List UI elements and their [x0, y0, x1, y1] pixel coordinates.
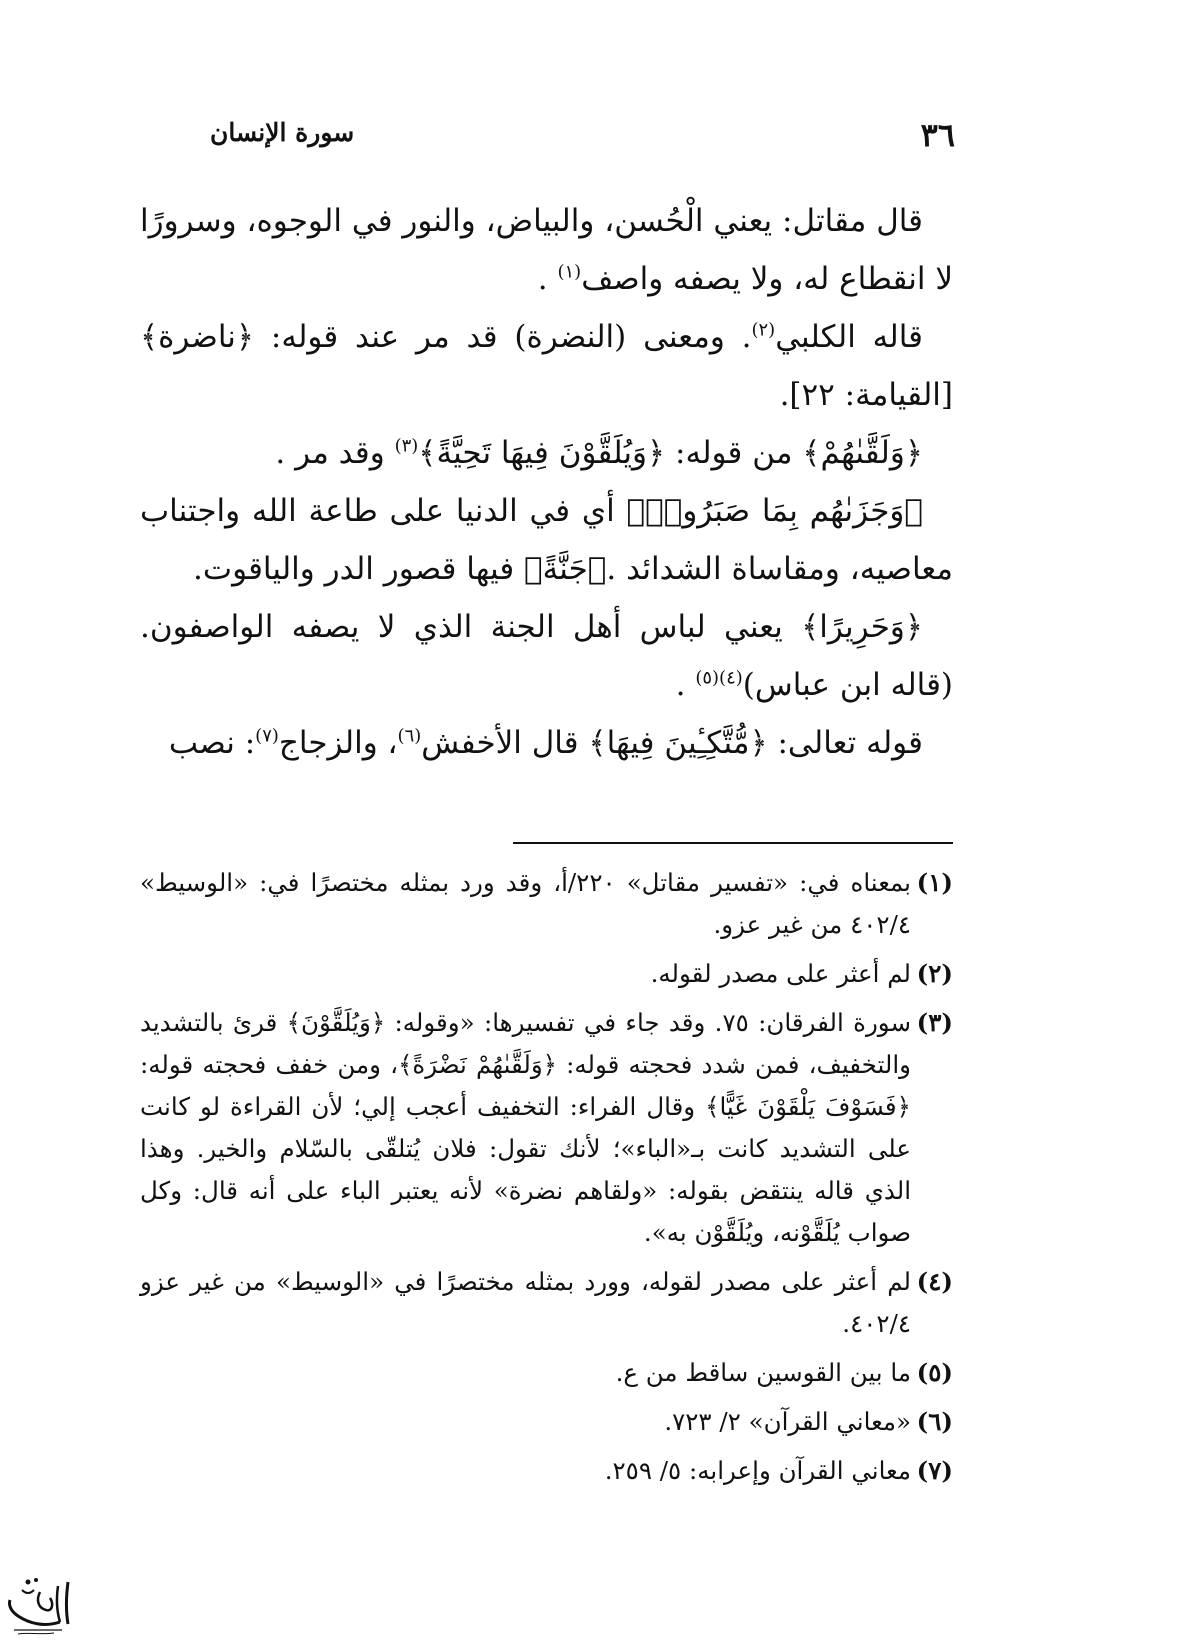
- p4-text-a: ﴿وَجَزَىٰهُم بِمَا صَبَرُوا۟﴾ أي في الدنيا على طاعة الله واجتناب معاصيه،: [140, 493, 953, 587]
- footnote-ref-6: (٦): [397, 725, 422, 747]
- page-header: [210, 110, 955, 160]
- footnote-ref-7: (٧): [255, 725, 279, 747]
- footnote-ref-4-5: (٤)(٥): [695, 667, 743, 689]
- main-text: [140, 192, 953, 772]
- p2-text-b: . ومعنى (النضرة) قد مر عند قوله: ﴿ناضرة﴾: [140, 319, 752, 355]
- footnote-1: [140, 862, 953, 946]
- footnote-3: [140, 1002, 953, 1254]
- footnote-text: سورة الفرقان: ٧٥. وقد جاء في تفسيرها: «وقوله: ﴿وَيُلَقَّوْنَ﴾ قرئ بالتشديد والتخفيف، فمن شدد فحجته قوله: ﴿وَلَقَّىٰهُمْ نَضْرَةً﴾، ومن خفف فحجته قوله: ﴿فَسَوْفَ يَلْقَوْنَ غَيًّا﴾ وقال الفراء: التخفيف أعجب إلي؛ لأن القراءة لو كانت على التشديد كانت بـ«الباء»؛ لأنك تقول: فلان يُتلقّى بالسّلام والخير. وهذا الذي قاله ينتقض بقوله: «ولقاهم نضرة» لأنه يعتبر الباء على أنه قال: وكل صواب يُلَقَّوْنه، ويُلَقَّوْن به».: [140, 1008, 911, 1247]
- footnote-5: [140, 1352, 953, 1394]
- footnote-text: لم أعثر على مصدر لقوله، وورد بمثله مختصرًا في «الوسيط» من غير عزو ٤٠٢/٤.: [140, 1267, 911, 1338]
- p5-text-b: عباس): [742, 667, 831, 703]
- footnote-2: [140, 953, 953, 995]
- page-number: ٣٦: [920, 116, 955, 154]
- footnote-number: (٣): [916, 1008, 953, 1037]
- footnote-text: ما بين القوسين ساقط من ع.: [615, 1358, 911, 1387]
- paragraph-1: [140, 192, 953, 308]
- paragraph-5: [140, 598, 953, 714]
- footnote-text: معاني القرآن وإعرابه: ٥/ ٢٥٩.: [604, 1456, 911, 1485]
- footnote-4: [140, 1261, 953, 1345]
- p1-end: .: [537, 261, 558, 297]
- p6-text-b: ، والزجاج: [278, 725, 398, 761]
- footnote-number: (٢): [916, 959, 953, 988]
- p2-citation: [القيامة: ٢٢].: [779, 377, 953, 413]
- paragraph-6: [140, 714, 953, 772]
- p3-text-b: وقد مر .: [275, 435, 395, 471]
- footnote-divider: [513, 842, 953, 844]
- paragraph-3: [140, 424, 953, 482]
- footnote-text: لم أعثر على مصدر لقوله.: [650, 959, 911, 988]
- p6-text-a: قوله تعالى: ﴿مُّتَّكِـِٔينَ فِيهَا﴾ قال الأخفش: [421, 725, 923, 761]
- p3-text-a: ﴿وَلَقَّىٰهُمْ﴾ من قوله: ﴿وَيُلَقَّوْنَ فِيهَا تَحِيَّةً﴾: [418, 435, 923, 471]
- p1-line2: انقطاع له، ولا يصفه واصف: [581, 261, 926, 297]
- p5-end: .: [675, 667, 696, 703]
- footnote-text: بمعناه في: «تفسير مقاتل» ٢٢٠/أ، وقد ورد بمثله مختصرًا في: «الوسيط» ٤٠٢/٤ من غير عزو.: [140, 868, 911, 939]
- footnote-ref-1: (١): [557, 261, 582, 283]
- p2-text-a: قاله الكلبي: [775, 319, 923, 355]
- p6-text-c: : نصب: [168, 725, 256, 761]
- paragraph-2: [140, 308, 953, 424]
- footnote-number: (٦): [916, 1407, 953, 1436]
- footnote-ref-2: (٢): [751, 319, 776, 341]
- p4-text-b: ومقاساة الشدائد .﴿جَنَّةً﴾ فيها قصور الدر والياقوت.: [193, 551, 840, 587]
- footnote-7: [140, 1450, 953, 1492]
- p1-line1: قال مقاتل: يعني الْحُسن، والبياض، والنور في الوجوه، وسرورًا لا: [140, 203, 953, 297]
- footnote-number: (٧): [916, 1456, 953, 1485]
- footnote-number: (١): [916, 868, 953, 897]
- p5-text-a: ﴿وَحَرِيرًا﴾ يعني لباس أهل الجنة الذي لا يصفه الواصفون. (قاله ابن: [140, 609, 953, 703]
- publisher-logo: [0, 1572, 75, 1637]
- footnote-text: «معاني القرآن» ٢/ ٧٢٣.: [664, 1407, 911, 1436]
- footnote-number: (٤): [916, 1267, 953, 1296]
- running-title: سورة الإنسان: [210, 118, 355, 147]
- footnote-ref-3: (٣): [394, 435, 419, 457]
- paragraph-4: [140, 482, 953, 598]
- footnotes: [140, 862, 953, 1499]
- footnote-6: [140, 1401, 953, 1443]
- footnote-number: (٥): [916, 1358, 953, 1387]
